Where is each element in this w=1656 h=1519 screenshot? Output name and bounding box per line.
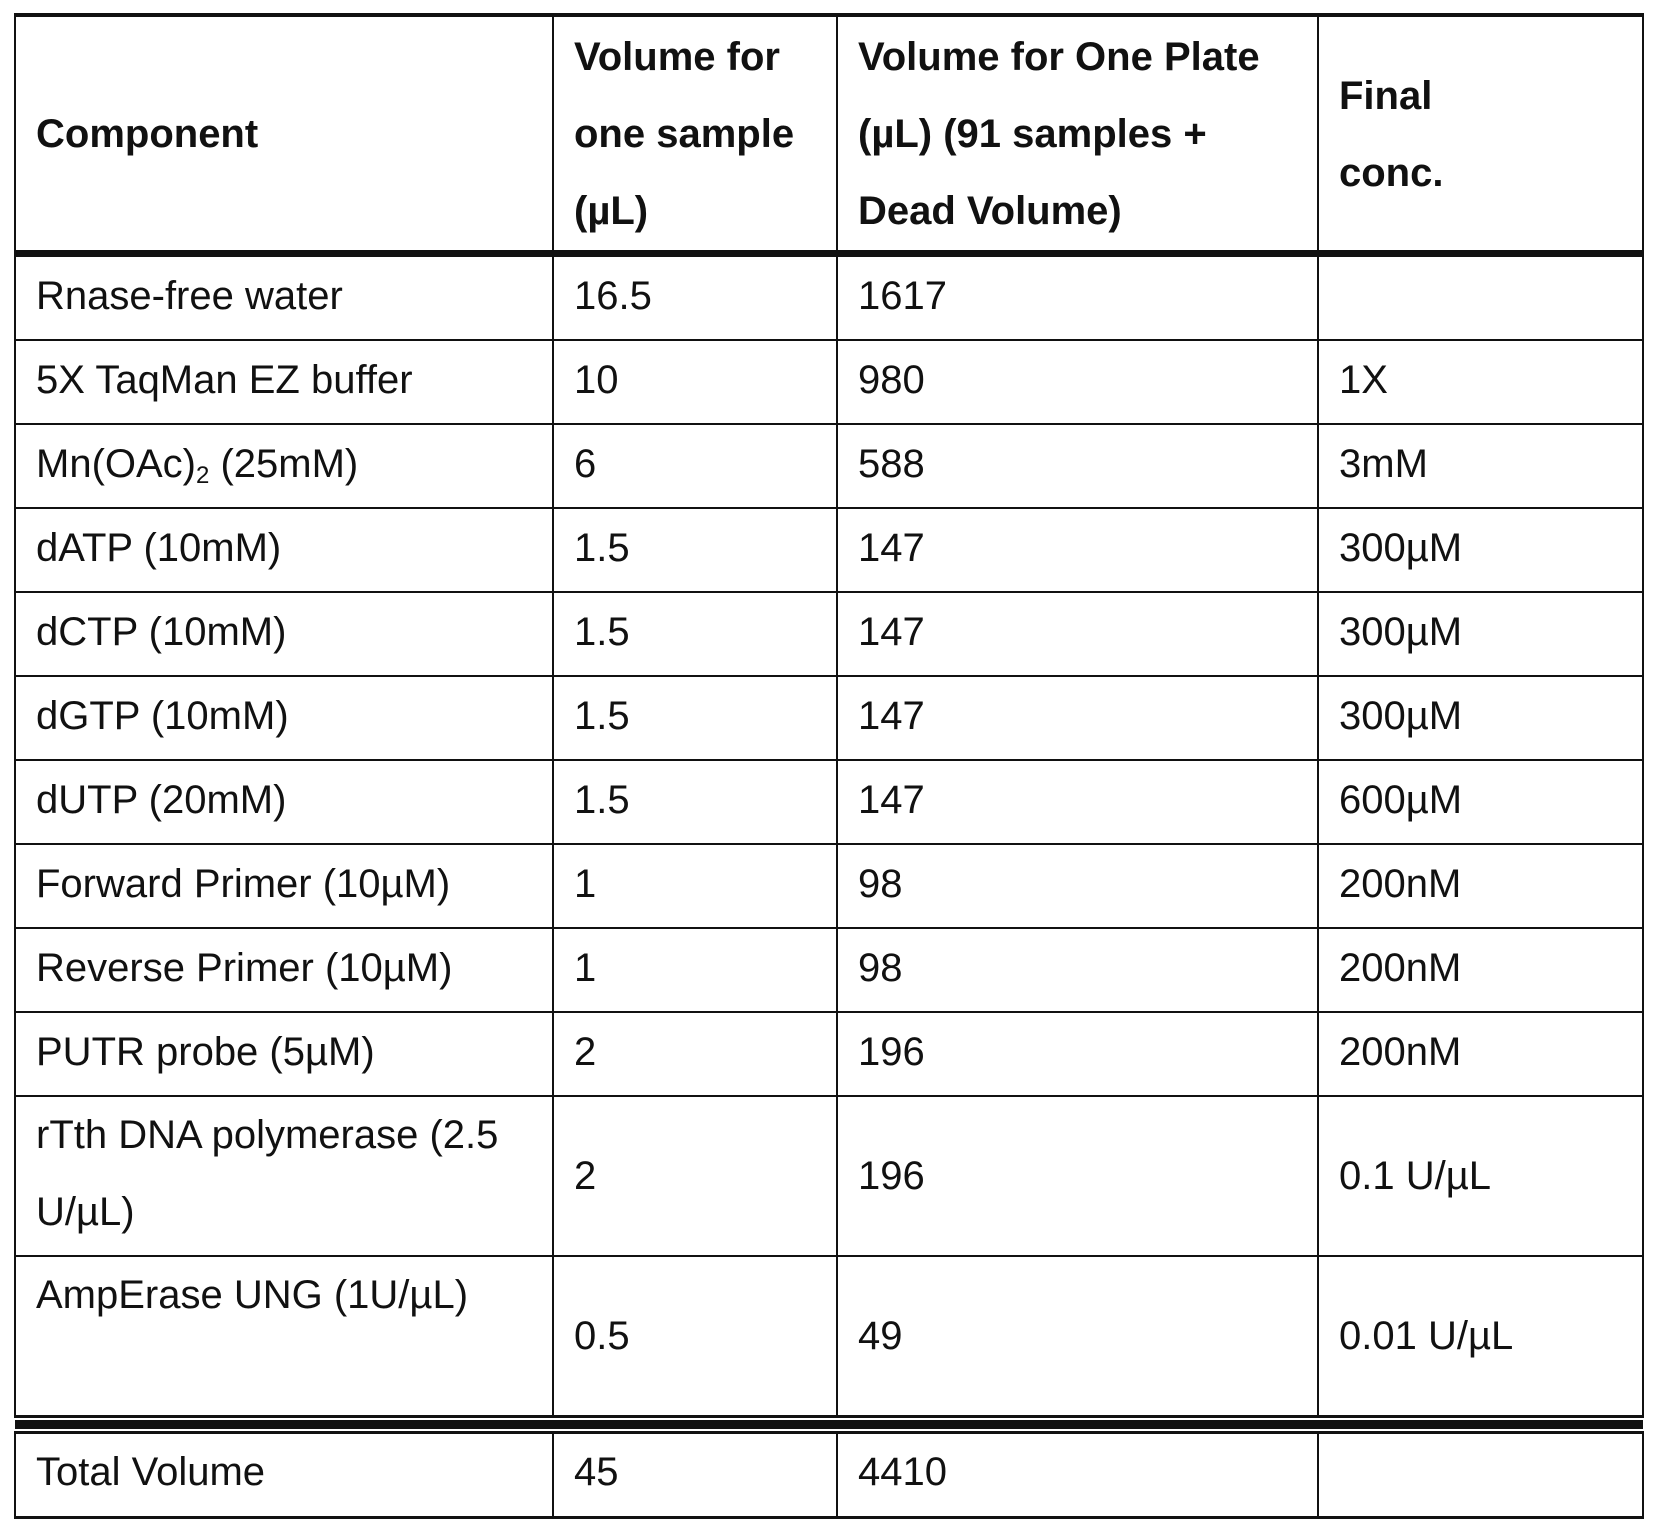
volume-one-plate-cell: 196 [837, 1096, 1318, 1256]
component-name: dUTP (20mM) [36, 778, 286, 822]
final-conc-cell: 3mM [1318, 424, 1643, 508]
final-conc-cell: 1X [1318, 340, 1643, 424]
total-label: Total Volume [15, 1433, 553, 1518]
volume-one-plate-cell: 147 [837, 760, 1318, 844]
component-name: dGTP (10mM) [36, 694, 289, 738]
component-cell [15, 508, 553, 592]
component-name: Forward Primer (10µM) [36, 862, 450, 906]
component-cell [15, 592, 553, 676]
volume-one-sample-cell: 2 [553, 1012, 837, 1096]
table-row [15, 676, 1643, 760]
component-cell [15, 424, 553, 508]
volume-one-plate-cell: 588 [837, 424, 1318, 508]
header-row [15, 15, 1643, 254]
table-row [15, 1096, 1643, 1256]
table-row [15, 928, 1643, 1012]
component-name: dATP (10mM) [36, 526, 281, 570]
header-component: Component [15, 15, 553, 254]
component-cell [15, 760, 553, 844]
component-name: Reverse Primer (10µM) [36, 946, 452, 990]
volume-one-sample-cell: 1.5 [553, 508, 837, 592]
component-name: Rnase-free water [36, 274, 343, 318]
volume-one-sample-cell: 6 [553, 424, 837, 508]
reagent-mix-table [14, 13, 1644, 1519]
component-name: Mn(OAc) [36, 442, 196, 486]
table-row [15, 340, 1643, 424]
table-row [15, 254, 1643, 341]
final-conc-cell: 0.01 U/µL [1318, 1256, 1643, 1417]
volume-one-sample-cell: 1.5 [553, 760, 837, 844]
volume-one-plate-cell: 147 [837, 508, 1318, 592]
final-conc-cell: 300µM [1318, 592, 1643, 676]
component-cell [15, 928, 553, 1012]
table-row [15, 1012, 1643, 1096]
volume-one-sample-cell: 0.5 [553, 1256, 837, 1417]
volume-one-sample-cell: 1.5 [553, 592, 837, 676]
component-name: AmpErase UNG (1U/µL) [36, 1273, 468, 1317]
volume-one-plate-cell: 49 [837, 1256, 1318, 1417]
component-suffix: (25mM) [209, 442, 358, 486]
table-row [15, 1256, 1643, 1417]
header-volume-one-sample: Volume for one sample (µL) [553, 15, 837, 254]
component-cell [15, 1012, 553, 1096]
volume-one-plate-cell: 98 [837, 844, 1318, 928]
volume-one-sample-cell: 1 [553, 844, 837, 928]
header-final-conc: Final conc. [1318, 15, 1643, 254]
volume-one-plate-cell: 196 [837, 1012, 1318, 1096]
final-conc-cell: 300µM [1318, 676, 1643, 760]
table-row [15, 592, 1643, 676]
total-one-sample: 45 [553, 1433, 837, 1518]
component-cell [15, 1256, 553, 1417]
table-row [15, 760, 1643, 844]
component-name: rTth DNA polymerase (2.5 U/µL) [36, 1113, 498, 1234]
final-conc-cell [1318, 254, 1643, 341]
component-name: PUTR probe (5µM) [36, 1030, 375, 1074]
final-conc-cell: 200nM [1318, 928, 1643, 1012]
header-volume-one-plate: Volume for One Plate (µL) (91 samples + Dead Volume) [837, 15, 1318, 254]
volume-one-plate-cell: 147 [837, 676, 1318, 760]
component-cell [15, 844, 553, 928]
volume-one-sample-cell: 1 [553, 928, 837, 1012]
volume-one-plate-cell: 1617 [837, 254, 1318, 341]
component-name: dCTP (10mM) [36, 610, 286, 654]
component-cell [15, 1096, 553, 1256]
volume-one-plate-cell: 98 [837, 928, 1318, 1012]
final-conc-cell: 200nM [1318, 1012, 1643, 1096]
volume-one-sample-cell: 1.5 [553, 676, 837, 760]
final-conc-cell: 300µM [1318, 508, 1643, 592]
table-row [15, 508, 1643, 592]
final-conc-cell: 0.1 U/µL [1318, 1096, 1643, 1256]
volume-one-sample-cell: 10 [553, 340, 837, 424]
component-cell [15, 254, 553, 341]
component-cell [15, 340, 553, 424]
volume-one-plate-cell: 980 [837, 340, 1318, 424]
total-one-plate: 4410 [837, 1433, 1318, 1518]
final-conc-cell: 200nM [1318, 844, 1643, 928]
component-subscript: 2 [196, 462, 209, 489]
table-row [15, 424, 1643, 508]
table-row [15, 844, 1643, 928]
final-conc-cell: 600µM [1318, 760, 1643, 844]
volume-one-plate-cell: 147 [837, 592, 1318, 676]
volume-one-sample-cell: 2 [553, 1096, 837, 1256]
component-name: 5X TaqMan EZ buffer [36, 358, 413, 402]
component-cell [15, 676, 553, 760]
volume-one-sample-cell: 16.5 [553, 254, 837, 341]
total-separator [15, 1417, 1643, 1433]
